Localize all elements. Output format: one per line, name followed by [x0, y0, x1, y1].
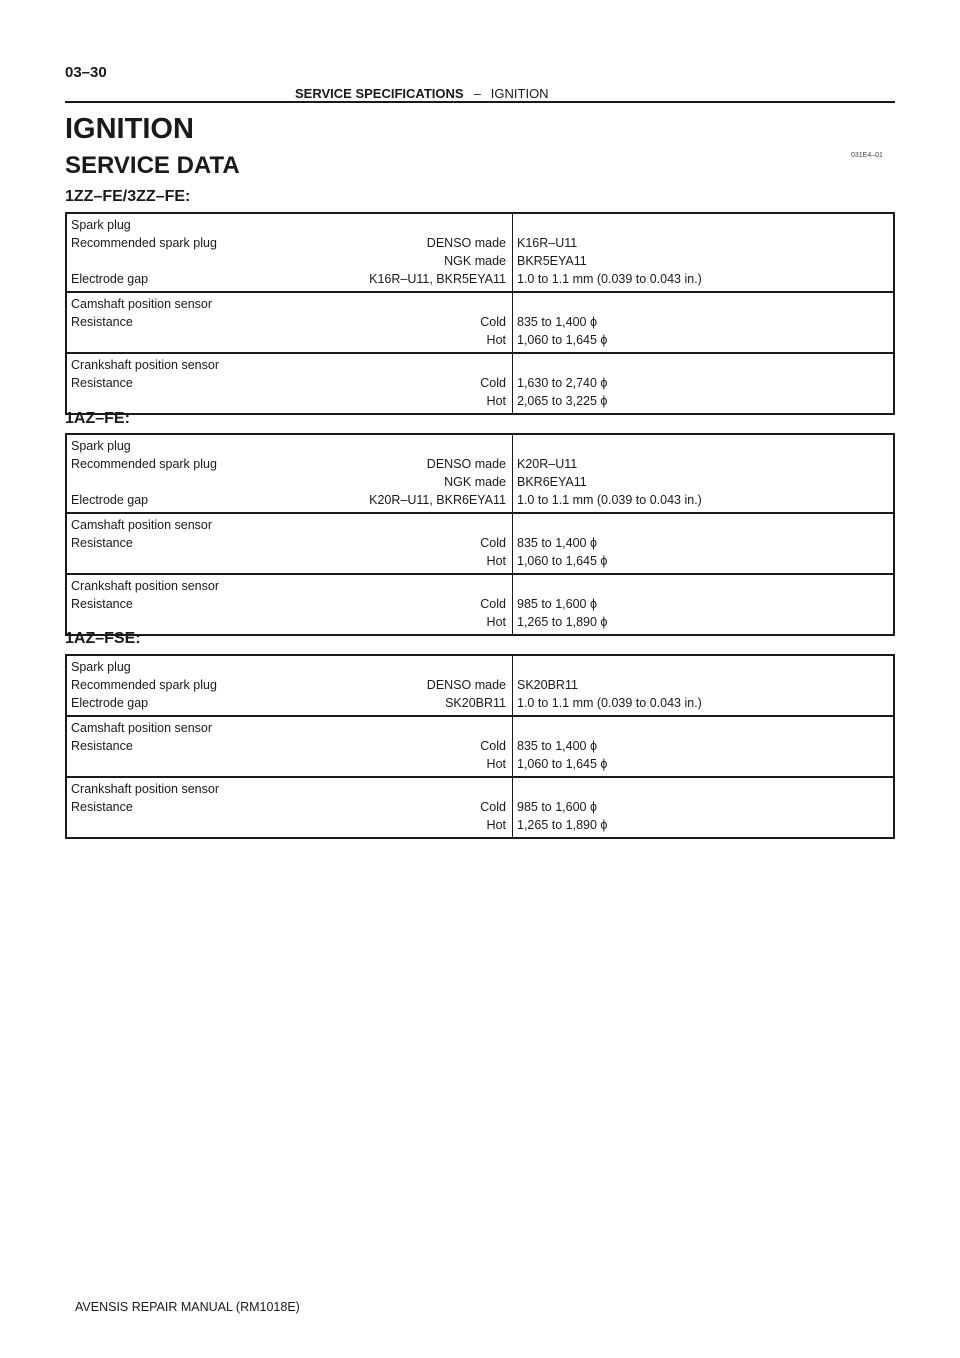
- spec-line: [71, 577, 506, 595]
- spec-line: [71, 694, 506, 712]
- spec-value: [517, 216, 887, 234]
- spec-labels: [67, 656, 513, 715]
- spec-labels: [67, 778, 513, 837]
- spec-value: 985 to 1,600 ϕ: [517, 800, 597, 814]
- page-title: IGNITION: [65, 113, 194, 145]
- spec-label: Resistance: [71, 800, 133, 814]
- spec-value: [517, 516, 887, 534]
- spec-label: Spark plug: [71, 439, 131, 453]
- spec-line: [71, 780, 506, 798]
- spec-value: SK20BR11: [517, 678, 578, 692]
- spec-line: [71, 313, 506, 331]
- spec-line: [71, 234, 506, 252]
- spec-qualifier: Hot: [486, 554, 506, 568]
- spec-line: [71, 816, 506, 834]
- spec-label: Spark plug: [71, 218, 131, 232]
- spec-line: [71, 356, 506, 374]
- spec-line: [71, 676, 506, 694]
- spec-label: Recommended spark plug: [71, 678, 217, 692]
- spec-label: Crankshaft position sensor: [71, 358, 219, 372]
- spec-group-camshaft-sensor: [67, 715, 893, 776]
- spec-value: K20R–U11: [517, 457, 578, 471]
- running-header-section: SERVICE SPECIFICATIONS: [295, 86, 464, 101]
- spec-table-1az-fe: [65, 433, 895, 636]
- spec-values: [513, 435, 893, 512]
- spec-group-crankshaft-sensor: [67, 573, 893, 634]
- spec-line: [71, 270, 506, 288]
- running-header-subsection: IGNITION: [490, 86, 549, 101]
- spec-line: [71, 473, 506, 491]
- spec-label: Camshaft position sensor: [71, 518, 213, 532]
- spec-group-spark-plug: [67, 656, 893, 715]
- spec-line: [71, 252, 506, 270]
- spec-qualifier: Hot: [486, 818, 506, 832]
- spec-group-crankshaft-sensor: [67, 776, 893, 837]
- spec-qualifier: NGK made: [444, 254, 506, 268]
- spec-line: [71, 491, 506, 509]
- spec-value: 835 to 1,400 ϕ: [517, 536, 597, 550]
- spec-label: Camshaft position sensor: [71, 297, 213, 311]
- spec-line: [71, 216, 506, 234]
- spec-value: K16R–U11: [517, 236, 578, 250]
- spec-labels: [67, 354, 513, 413]
- spec-label: Resistance: [71, 376, 133, 390]
- spec-qualifier: Cold: [480, 376, 506, 390]
- header-rule: [65, 101, 895, 103]
- spec-labels: [67, 293, 513, 352]
- spec-values: [513, 656, 893, 715]
- spec-qualifier: Hot: [486, 394, 506, 408]
- spec-line: [71, 613, 506, 631]
- spec-value: BKR5EYA11: [517, 254, 587, 268]
- spec-line: [71, 516, 506, 534]
- reference-code: 031E4–01: [851, 152, 883, 159]
- spec-values: [513, 293, 893, 352]
- spec-qualifier: Cold: [480, 739, 506, 753]
- spec-values: [513, 354, 893, 413]
- spec-label: Recommended spark plug: [71, 457, 217, 471]
- spec-value: 1,630 to 2,740 ϕ: [517, 376, 608, 390]
- spec-line: [71, 392, 506, 410]
- spec-line: [71, 658, 506, 676]
- spec-qualifier: Cold: [480, 536, 506, 550]
- spec-label: Spark plug: [71, 660, 131, 674]
- spec-values: [513, 575, 893, 634]
- spec-group-spark-plug: [67, 214, 893, 291]
- spec-line: [71, 552, 506, 570]
- spec-label: Recommended spark plug: [71, 236, 217, 250]
- spec-qualifier: Hot: [486, 333, 506, 347]
- spec-value: 835 to 1,400 ϕ: [517, 739, 597, 753]
- spec-value: 1,060 to 1,645 ϕ: [517, 333, 608, 347]
- spec-qualifier: NGK made: [444, 475, 506, 489]
- spec-qualifier: DENSO made: [426, 678, 506, 692]
- spec-line: [71, 798, 506, 816]
- spec-line: [71, 595, 506, 613]
- spec-value: [517, 658, 887, 676]
- spec-label: Resistance: [71, 536, 133, 550]
- spec-value: 835 to 1,400 ϕ: [517, 315, 597, 329]
- spec-value: [517, 356, 887, 374]
- spec-label: Electrode gap: [71, 272, 149, 286]
- spec-value: 1.0 to 1.1 mm (0.039 to 0.043 in.): [517, 272, 702, 286]
- page-subtitle: SERVICE DATA: [65, 152, 240, 179]
- spec-value: 985 to 1,600 ϕ: [517, 597, 597, 611]
- spec-qualifier: Cold: [480, 597, 506, 611]
- section-heading-1az-fse: 1AZ–FSE:: [65, 630, 141, 647]
- spec-values: [513, 717, 893, 776]
- footer-manual-title: AVENSIS REPAIR MANUAL (RM1018E): [75, 1300, 300, 1314]
- spec-qualifier: DENSO made: [426, 457, 506, 471]
- spec-qualifier: SK20BR11: [445, 696, 506, 710]
- spec-qualifier: K16R–U11, BKR5EYA11: [369, 272, 506, 286]
- spec-value: [517, 780, 887, 798]
- spec-value: 1,060 to 1,645 ϕ: [517, 554, 608, 568]
- spec-label: Crankshaft position sensor: [71, 782, 219, 796]
- spec-value: [517, 295, 887, 313]
- spec-label: Electrode gap: [71, 493, 149, 507]
- spec-value: 1,265 to 1,890 ϕ: [517, 818, 608, 832]
- spec-line: [71, 295, 506, 313]
- spec-label: Crankshaft position sensor: [71, 579, 219, 593]
- spec-group-camshaft-sensor: [67, 291, 893, 352]
- spec-value: [517, 719, 887, 737]
- spec-line: [71, 374, 506, 392]
- spec-label: Camshaft position sensor: [71, 721, 213, 735]
- spec-line: [71, 719, 506, 737]
- spec-qualifier: Hot: [486, 757, 506, 771]
- spec-labels: [67, 514, 513, 573]
- spec-line: [71, 534, 506, 552]
- spec-line: [71, 437, 506, 455]
- spec-line: [71, 737, 506, 755]
- spec-line: [71, 455, 506, 473]
- spec-value: [517, 577, 887, 595]
- running-header-dash: –: [473, 86, 481, 101]
- spec-values: [513, 778, 893, 837]
- spec-label: Resistance: [71, 315, 133, 329]
- spec-labels: [67, 575, 513, 634]
- section-heading-1az-fe: 1AZ–FE:: [65, 410, 130, 427]
- spec-value: 2,065 to 3,225 ϕ: [517, 394, 608, 408]
- spec-table-1zz-3zz: [65, 212, 895, 415]
- spec-qualifier: Cold: [480, 315, 506, 329]
- spec-group-spark-plug: [67, 435, 893, 512]
- spec-label: Resistance: [71, 739, 133, 753]
- spec-value: 1,060 to 1,645 ϕ: [517, 757, 608, 771]
- spec-qualifier: Cold: [480, 800, 506, 814]
- spec-labels: [67, 214, 513, 291]
- spec-label: Electrode gap: [71, 696, 149, 710]
- spec-line: [71, 331, 506, 349]
- page-number: 03–30: [65, 64, 107, 81]
- spec-value: 1,265 to 1,890 ϕ: [517, 615, 608, 629]
- spec-values: [513, 214, 893, 291]
- spec-qualifier: Hot: [486, 615, 506, 629]
- spec-qualifier: DENSO made: [426, 236, 506, 250]
- spec-table-1az-fse: [65, 654, 895, 839]
- spec-value: BKR6EYA11: [517, 475, 587, 489]
- section-heading-1zz-3zz: 1ZZ–FE/3ZZ–FE:: [65, 188, 191, 205]
- spec-value: 1.0 to 1.1 mm (0.039 to 0.043 in.): [517, 493, 702, 507]
- spec-qualifier: K20R–U11, BKR6EYA11: [369, 493, 506, 507]
- spec-label: Resistance: [71, 597, 133, 611]
- spec-group-crankshaft-sensor: [67, 352, 893, 413]
- spec-values: [513, 514, 893, 573]
- spec-line: [71, 755, 506, 773]
- spec-labels: [67, 435, 513, 512]
- spec-group-camshaft-sensor: [67, 512, 893, 573]
- spec-value: [517, 437, 887, 455]
- spec-value: 1.0 to 1.1 mm (0.039 to 0.043 in.): [517, 696, 702, 710]
- spec-labels: [67, 717, 513, 776]
- running-header: [295, 86, 549, 101]
